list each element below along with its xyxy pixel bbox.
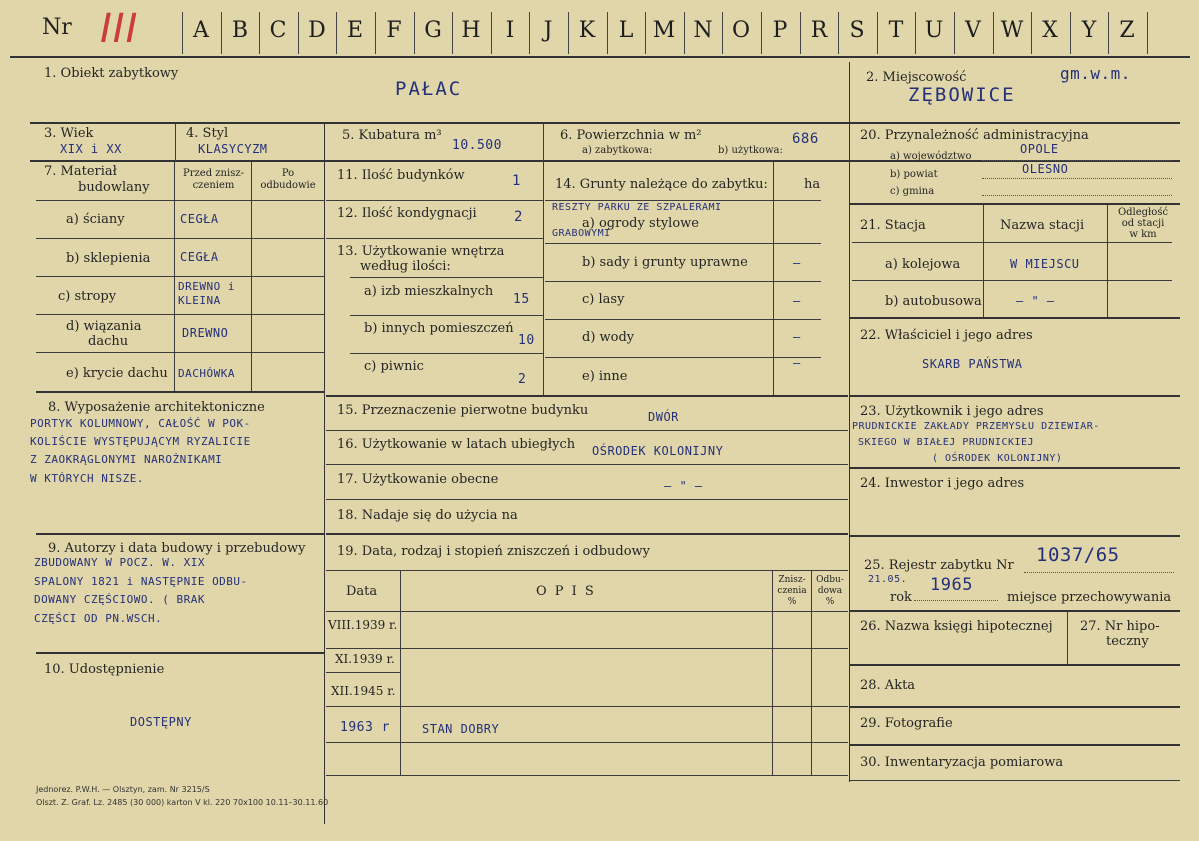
f3-label: 3. Wiek: [44, 126, 94, 141]
index-letter-u: U: [924, 18, 944, 43]
f16-label: 16. Użytkowanie w latach ubiegłych: [337, 437, 576, 452]
f14-e-label: e) inne: [582, 369, 628, 384]
f19-col-destr-3: %: [787, 597, 797, 607]
f7-row-c-label: c) stropy: [58, 289, 117, 304]
f15-value: DWÓR: [648, 410, 679, 424]
f7-row-b-before: CEGŁA: [180, 250, 219, 264]
index-letter-p: P: [772, 18, 788, 43]
f24-label: 24. Inwestor i jego adres: [860, 476, 1025, 491]
f14-c-label: c) lasy: [582, 292, 625, 307]
index-letter-y: Y: [1081, 18, 1097, 43]
f5-label: 5. Kubatura m³: [342, 128, 442, 143]
index-letter-t: T: [888, 18, 904, 43]
f7-row-b-label: b) sklepienia: [66, 251, 151, 266]
f7-label-2: budowlany: [78, 180, 150, 195]
index-letter-c: C: [269, 18, 287, 43]
f19-col-rebuild-3: %: [825, 597, 835, 607]
f27-label-1: 27. Nr hipo-: [1080, 619, 1160, 634]
f13-b-label: b) innych pomieszczeń: [364, 321, 514, 336]
f22-value: SKARB PAŃSTWA: [922, 357, 1023, 371]
f6-a-label: a) zabytkowa:: [582, 145, 653, 156]
footer-line-2: Olszt. Z. Graf. Lz. 2485 (30 000) karton V kl. 220 70x100 10.11–30.11.60: [36, 798, 329, 807]
f13-c-value: 2: [518, 372, 527, 387]
f19-row-1-date: VIII.1939 r.: [328, 618, 398, 632]
f8-line-2: KOLIŚCIE WYSTĘPUJĄCYM RYZALICIE: [30, 435, 251, 448]
f23-line-3: ( OŚRODEK KOLONIJNY): [932, 453, 1063, 464]
f19-col-desc: O P I S: [536, 584, 596, 599]
f7-row-d-label-1: d) wiązania: [66, 319, 142, 334]
f14-unit: ha: [804, 177, 821, 192]
f20-c-label: c) gmina: [890, 186, 935, 197]
index-letter-strip: [0, 0, 1199, 60]
f12-label: 12. Ilość kondygnacji: [337, 206, 477, 221]
f13-label-2: według ilości:: [360, 259, 451, 274]
f7-row-d-before: DREWNO: [182, 326, 229, 340]
index-letter-k: K: [578, 18, 596, 43]
f22-label: 22. Właściciel i jego adres: [860, 328, 1033, 343]
f14-e-value: —: [793, 356, 801, 370]
f25-place-label: miejsce przechowywania: [1007, 590, 1172, 605]
f28-label: 28. Akta: [860, 678, 916, 693]
f21-col-dist-3: w km: [1129, 229, 1157, 240]
f7-row-a-before: CEGŁA: [180, 212, 219, 226]
f7-row-e-before: DACHÓWKA: [178, 367, 235, 380]
f20-a-value: OPOLE: [1020, 142, 1059, 156]
f7-row-a-label: a) ściany: [66, 212, 125, 227]
index-letter-g: G: [424, 18, 442, 43]
f21-col-name: Nazwa stacji: [1000, 218, 1085, 233]
f13-b-value: 10: [518, 333, 535, 348]
f13-label-1: 13. Użytkowanie wnętrza: [337, 244, 505, 259]
f2-value: ZĘBOWICE: [908, 84, 1016, 106]
f29-label: 29. Fotografie: [860, 716, 953, 731]
f14-label: 14. Grunty należące do zabytku:: [555, 177, 768, 192]
f4-label: 4. Styl: [186, 126, 229, 141]
index-letter-s: S: [849, 18, 865, 43]
f21-label: 21. Stacja: [860, 218, 926, 233]
index-letter-n: N: [693, 18, 713, 43]
f14-b-label: b) sady i grunty uprawne: [582, 255, 748, 270]
f25-rok-label: rok: [890, 590, 912, 605]
nr-label: Nr: [42, 15, 72, 40]
f26-label: 26. Nazwa księgi hipotecznej: [860, 619, 1053, 634]
index-letter-w: W: [1000, 18, 1024, 43]
f11-label: 11. Ilość budynków: [337, 168, 465, 183]
index-letter-r: R: [810, 18, 828, 43]
f19-col-rebuild-2: dowa: [817, 586, 843, 596]
f25-rok-value: 1965: [930, 575, 973, 595]
f7-col-after-1: Po: [281, 168, 295, 179]
f7-row-c-before: DREWNO i KLEINA: [178, 280, 235, 307]
index-letter-d: D: [308, 18, 326, 43]
f14-a-label: a) ogrody stylowe: [582, 216, 699, 231]
f9-line-3: DOWANY CZĘŚCIOWO. ( BRAK: [34, 593, 205, 606]
f27-label-2: teczny: [1106, 634, 1149, 649]
f6-b-label: b) użytkowa:: [718, 145, 783, 156]
f9-line-1: ZBUDOWANY W POCZ. W. XIX: [34, 556, 205, 569]
f18-label: 18. Nadaje się do użycia na: [337, 508, 518, 523]
f20-b-label: b) powiat: [890, 169, 938, 180]
f16-value: OŚRODEK KOLONIJNY: [592, 444, 724, 458]
f19-row-4-desc: STAN DOBRY: [422, 722, 500, 736]
f3-value: XIX i XX: [60, 142, 122, 156]
f19-row-4-date: 1963 r: [340, 720, 390, 735]
f7-label-1: 7. Materiał: [44, 164, 117, 179]
f10-label: 10. Udostępnienie: [44, 662, 165, 677]
f21-col-dist-1: Odległość: [1117, 207, 1169, 218]
f1-value: PAŁAC: [395, 78, 463, 100]
f6-value: 686: [792, 131, 819, 147]
f14-b-value: —: [793, 256, 801, 270]
f21-a-value: W MIEJSCU: [1010, 257, 1080, 271]
f21-col-dist-2: od stacji: [1121, 218, 1165, 229]
f19-col-destr-1: Znisz-: [778, 575, 806, 585]
f14-handwritten-1: RESZTY PARKU ZE SZPALERAMI: [552, 202, 722, 213]
f11-value: 1: [512, 173, 521, 189]
footer-line-1: Jednorez. P.W.H. — Olsztyn, zam. Nr 3215/S: [36, 785, 210, 794]
f23-line-2: SKIEGO W BIAŁEJ PRUDNICKIEJ: [858, 437, 1035, 448]
f17-value: — " —: [664, 479, 703, 493]
index-letter-e: E: [346, 18, 364, 43]
index-letter-i: I: [505, 18, 515, 43]
f9-line-4: CZĘŚCI OD PN.WSCH.: [34, 612, 163, 625]
index-letter-a: A: [193, 18, 209, 43]
f10-value: DOSTĘPNY: [130, 715, 192, 729]
f2-label: 2. Miejscowość: [866, 70, 967, 85]
f7-row-d-label-2: dachu: [88, 334, 129, 349]
f23-line-1: PRUDNICKIE ZAKŁADY PRZEMYSŁU DZIEWIAR-: [852, 421, 1100, 432]
index-letter-m: M: [652, 18, 676, 43]
letter-separator: [1147, 12, 1148, 54]
nr-value: III: [100, 6, 139, 52]
f30-label: 30. Inwentaryzacja pomiarowa: [860, 755, 1064, 770]
f14-d-label: d) wody: [582, 330, 635, 345]
index-letter-j: J: [543, 18, 553, 43]
f21-b-value: — " —: [1016, 294, 1055, 308]
f19-row-3-date: XII.1945 r.: [331, 684, 396, 698]
index-letter-l: L: [618, 18, 634, 43]
f20-label: 20. Przynależność administracyjna: [860, 128, 1089, 143]
f2-note: gm.w.m.: [1060, 64, 1131, 83]
f19-col-date: Data: [346, 584, 378, 599]
f14-d-value: —: [793, 330, 801, 344]
f20-a-label: a) województwo: [890, 151, 972, 162]
f21-b-label: b) autobusowa: [885, 294, 982, 309]
f7-col-before-2: czeniem: [192, 180, 235, 191]
index-letter-v: V: [965, 18, 981, 43]
f7-col-before-1: Przed znisz-: [183, 168, 244, 179]
index-letter-b: B: [231, 18, 249, 43]
f1-label: 1. Obiekt zabytkowy: [44, 66, 179, 81]
f12-value: 2: [514, 209, 523, 225]
f13-a-label: a) izb mieszkalnych: [364, 284, 494, 299]
index-letter-z: Z: [1119, 18, 1135, 43]
f19-col-destr-2: czenia: [777, 586, 807, 596]
f25-date-small: 21.05.: [868, 574, 908, 585]
f9-line-2: SPALONY 1821 i NASTĘPNIE ODBU-: [34, 575, 248, 588]
f25-label: 25. Rejestr zabytku Nr: [864, 558, 1014, 573]
f21-a-label: a) kolejowa: [885, 257, 961, 272]
f19-row-2-date: XI.1939 r.: [335, 652, 395, 666]
f6-label: 6. Powierzchnia w m²: [560, 128, 702, 143]
f19-label: 19. Data, rodzaj i stopień zniszczeń i odbudowy: [337, 544, 651, 559]
f23-label: 23. Użytkownik i jego adres: [860, 404, 1044, 419]
f8-label: 8. Wyposażenie architektoniczne: [48, 400, 265, 415]
f7-row-e-label: e) krycie dachu: [66, 366, 168, 381]
f13-a-value: 15: [513, 292, 530, 307]
f14-c-value: —: [793, 294, 801, 308]
f9-label: 9. Autorzy i data budowy i przebudowy: [48, 541, 306, 556]
f4-value: KLASYCYZM: [198, 142, 268, 156]
f14-handwritten-2: GRABOWYMI: [552, 228, 611, 239]
f5-value: 10.500: [452, 138, 502, 153]
f8-line-3: Z ZAOKRĄGLONYMI NAROŻNIKAMI: [30, 453, 223, 466]
index-letter-o: O: [731, 18, 751, 43]
f17-label: 17. Użytkowanie obecne: [337, 472, 499, 487]
f8-line-1: PORTYK KOLUMNOWY, CAŁOŚĆ W POK-: [30, 417, 251, 430]
f20-b-value: OLESNO: [1022, 162, 1069, 176]
f15-label: 15. Przeznaczenie pierwotne budynku: [337, 403, 589, 418]
f25-value: 1037/65: [1036, 544, 1120, 566]
f8-line-4: W KTÓRYCH NISZE.: [30, 472, 144, 485]
index-letter-f: F: [386, 18, 402, 43]
index-letter-h: H: [461, 18, 481, 43]
f19-col-rebuild-1: Odbu-: [816, 575, 844, 585]
index-letter-x: X: [1042, 18, 1058, 43]
f13-c-label: c) piwnic: [364, 359, 424, 374]
f7-col-after-2: odbudowie: [260, 180, 316, 191]
